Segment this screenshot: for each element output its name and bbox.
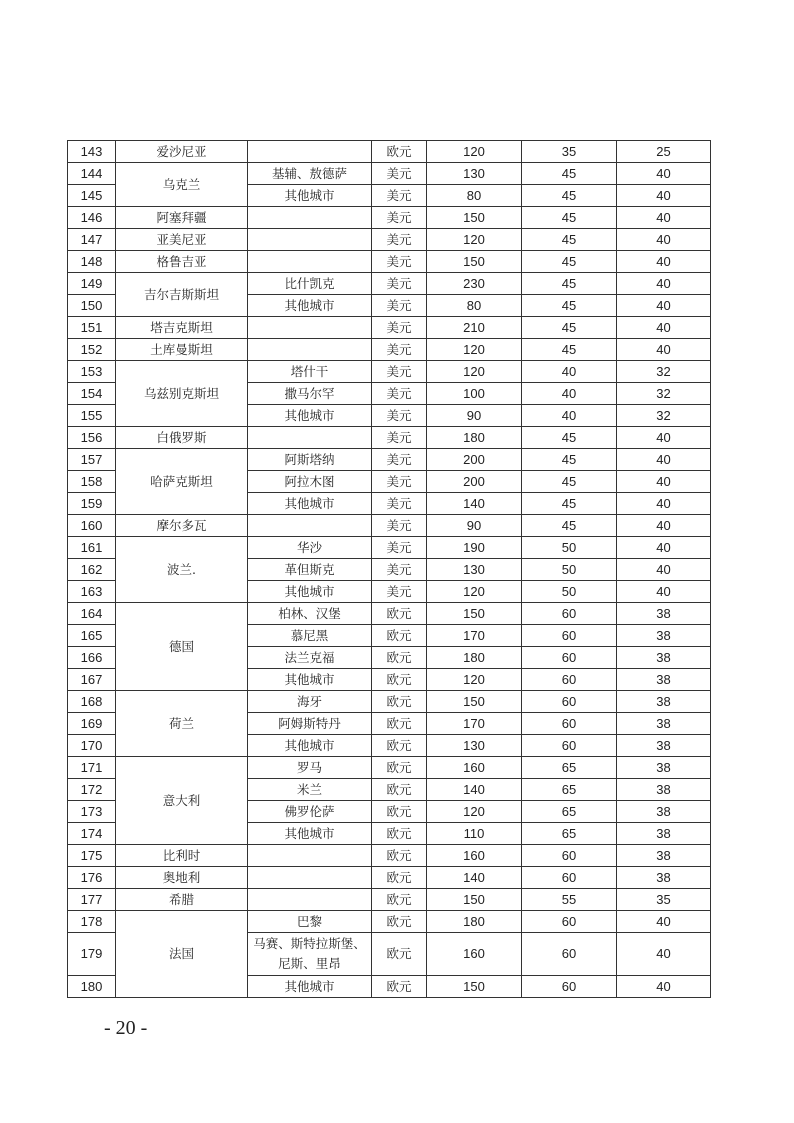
misc-cell: 40: [617, 339, 711, 361]
row-number-cell: 159: [68, 493, 116, 515]
city-cell: [248, 427, 372, 449]
accommodation-cell: 150: [427, 603, 522, 625]
row-number-cell: 150: [68, 295, 116, 317]
meal-cell: 35: [522, 141, 617, 163]
meal-cell: 40: [522, 383, 617, 405]
city-cell: 其他城市: [248, 581, 372, 603]
meal-cell: 60: [522, 976, 617, 998]
meal-cell: 45: [522, 229, 617, 251]
meal-cell: 45: [522, 515, 617, 537]
country-cell: 塔吉克斯坦: [116, 317, 248, 339]
meal-cell: 60: [522, 911, 617, 933]
accommodation-cell: 120: [427, 229, 522, 251]
city-cell: 罗马: [248, 757, 372, 779]
row-number-cell: 160: [68, 515, 116, 537]
table-row: [68, 537, 711, 559]
city-cell: [248, 207, 372, 229]
accommodation-cell: 120: [427, 801, 522, 823]
currency-cell: 欧元: [372, 976, 427, 998]
misc-cell: 38: [617, 713, 711, 735]
row-number-cell: 162: [68, 559, 116, 581]
meal-cell: 45: [522, 185, 617, 207]
currency-cell: 美元: [372, 449, 427, 471]
meal-cell: 50: [522, 559, 617, 581]
page-number: - 20 -: [104, 1017, 148, 1039]
city-cell: 革但斯克: [248, 559, 372, 581]
accommodation-cell: 210: [427, 317, 522, 339]
country-cell: 吉尔吉斯斯坦: [116, 273, 248, 317]
currency-cell: 欧元: [372, 889, 427, 911]
city-cell: 其他城市: [248, 405, 372, 427]
misc-cell: 40: [617, 471, 711, 493]
city-cell: 法兰克福: [248, 647, 372, 669]
misc-cell: 40: [617, 427, 711, 449]
meal-cell: 45: [522, 251, 617, 273]
currency-cell: 美元: [372, 537, 427, 559]
table-row: [68, 273, 711, 295]
meal-cell: 65: [522, 823, 617, 845]
misc-cell: 40: [617, 559, 711, 581]
country-cell: 波兰.: [116, 537, 248, 603]
accommodation-cell: 200: [427, 471, 522, 493]
city-cell: 华沙: [248, 537, 372, 559]
table-row: [68, 911, 711, 933]
row-number-cell: 152: [68, 339, 116, 361]
meal-cell: 60: [522, 735, 617, 757]
currency-cell: 美元: [372, 559, 427, 581]
city-cell: [248, 229, 372, 251]
misc-cell: 38: [617, 735, 711, 757]
city-cell: [248, 251, 372, 273]
meal-cell: 65: [522, 801, 617, 823]
city-cell: 慕尼黑: [248, 625, 372, 647]
currency-cell: 美元: [372, 251, 427, 273]
city-cell: 其他城市: [248, 735, 372, 757]
accommodation-cell: 190: [427, 537, 522, 559]
currency-cell: 欧元: [372, 603, 427, 625]
city-cell: 比什凯克: [248, 273, 372, 295]
row-number-cell: 144: [68, 163, 116, 185]
row-number-cell: 177: [68, 889, 116, 911]
row-number-cell: 143: [68, 141, 116, 163]
country-cell: 荷兰: [116, 691, 248, 757]
meal-cell: 60: [522, 845, 617, 867]
country-cell: 阿塞拜疆: [116, 207, 248, 229]
table-row: [68, 845, 711, 867]
city-cell: [248, 515, 372, 537]
city-cell: 其他城市: [248, 669, 372, 691]
currency-cell: 欧元: [372, 713, 427, 735]
row-number-cell: 148: [68, 251, 116, 273]
row-number-cell: 170: [68, 735, 116, 757]
misc-cell: 38: [617, 867, 711, 889]
table-row: [68, 317, 711, 339]
city-cell: [248, 317, 372, 339]
currency-cell: 美元: [372, 273, 427, 295]
country-cell: 德国: [116, 603, 248, 691]
row-number-cell: 172: [68, 779, 116, 801]
currency-cell: 美元: [372, 317, 427, 339]
accommodation-cell: 180: [427, 911, 522, 933]
currency-cell: 欧元: [372, 647, 427, 669]
meal-cell: 45: [522, 339, 617, 361]
accommodation-cell: 150: [427, 251, 522, 273]
accommodation-cell: 140: [427, 779, 522, 801]
table-row: [68, 229, 711, 251]
accommodation-cell: 200: [427, 449, 522, 471]
row-number-cell: 178: [68, 911, 116, 933]
currency-cell: 欧元: [372, 867, 427, 889]
accommodation-cell: 170: [427, 713, 522, 735]
currency-cell: 美元: [372, 581, 427, 603]
city-cell: [248, 141, 372, 163]
table-row: [68, 515, 711, 537]
currency-cell: 美元: [372, 361, 427, 383]
country-cell: 土库曼斯坦: [116, 339, 248, 361]
misc-cell: 40: [617, 295, 711, 317]
table-row: [68, 141, 711, 163]
country-cell: 希腊: [116, 889, 248, 911]
accommodation-cell: 130: [427, 559, 522, 581]
row-number-cell: 145: [68, 185, 116, 207]
meal-cell: 55: [522, 889, 617, 911]
meal-cell: 45: [522, 163, 617, 185]
currency-cell: 美元: [372, 229, 427, 251]
city-cell: 其他城市: [248, 295, 372, 317]
misc-cell: 40: [617, 163, 711, 185]
misc-cell: 40: [617, 207, 711, 229]
meal-cell: 60: [522, 691, 617, 713]
meal-cell: 50: [522, 581, 617, 603]
city-cell: 佛罗伦萨: [248, 801, 372, 823]
misc-cell: 40: [617, 251, 711, 273]
city-cell: 阿姆斯特丹: [248, 713, 372, 735]
meal-cell: 60: [522, 669, 617, 691]
misc-cell: 38: [617, 691, 711, 713]
city-cell: 巴黎: [248, 911, 372, 933]
table-row: [68, 339, 711, 361]
accommodation-cell: 160: [427, 933, 522, 976]
country-cell: 奥地利: [116, 867, 248, 889]
row-number-cell: 179: [68, 933, 116, 976]
city-cell: 其他城市: [248, 185, 372, 207]
currency-cell: 欧元: [372, 779, 427, 801]
misc-cell: 38: [617, 647, 711, 669]
city-cell: 塔什干: [248, 361, 372, 383]
misc-cell: 35: [617, 889, 711, 911]
accommodation-cell: 90: [427, 515, 522, 537]
row-number-cell: 149: [68, 273, 116, 295]
row-number-cell: 147: [68, 229, 116, 251]
accommodation-cell: 130: [427, 163, 522, 185]
row-number-cell: 171: [68, 757, 116, 779]
country-cell: 乌兹别克斯坦: [116, 361, 248, 427]
accommodation-cell: 110: [427, 823, 522, 845]
currency-cell: 欧元: [372, 691, 427, 713]
accommodation-cell: 180: [427, 427, 522, 449]
misc-cell: 40: [617, 537, 711, 559]
misc-cell: 40: [617, 317, 711, 339]
meal-cell: 50: [522, 537, 617, 559]
country-cell: 比利时: [116, 845, 248, 867]
misc-cell: 40: [617, 976, 711, 998]
meal-cell: 60: [522, 867, 617, 889]
meal-cell: 45: [522, 273, 617, 295]
accommodation-cell: 170: [427, 625, 522, 647]
city-cell: 其他城市: [248, 823, 372, 845]
currency-cell: 欧元: [372, 911, 427, 933]
row-number-cell: 169: [68, 713, 116, 735]
misc-cell: 38: [617, 603, 711, 625]
allowance-table: [67, 140, 711, 998]
table-row: [68, 757, 711, 779]
meal-cell: 45: [522, 207, 617, 229]
row-number-cell: 166: [68, 647, 116, 669]
misc-cell: 40: [617, 185, 711, 207]
row-number-cell: 180: [68, 976, 116, 998]
misc-cell: 38: [617, 757, 711, 779]
misc-cell: 38: [617, 845, 711, 867]
country-cell: 白俄罗斯: [116, 427, 248, 449]
currency-cell: 欧元: [372, 933, 427, 976]
accommodation-cell: 120: [427, 339, 522, 361]
misc-cell: 40: [617, 911, 711, 933]
table-row: [68, 691, 711, 713]
accommodation-cell: 180: [427, 647, 522, 669]
meal-cell: 40: [522, 405, 617, 427]
meal-cell: 65: [522, 757, 617, 779]
misc-cell: 38: [617, 801, 711, 823]
currency-cell: 美元: [372, 405, 427, 427]
misc-cell: 32: [617, 361, 711, 383]
accommodation-cell: 120: [427, 669, 522, 691]
row-number-cell: 163: [68, 581, 116, 603]
meal-cell: 45: [522, 295, 617, 317]
currency-cell: 美元: [372, 163, 427, 185]
row-number-cell: 151: [68, 317, 116, 339]
misc-cell: 40: [617, 493, 711, 515]
row-number-cell: 164: [68, 603, 116, 625]
accommodation-cell: 120: [427, 361, 522, 383]
city-cell: 柏林、汉堡: [248, 603, 372, 625]
currency-cell: 美元: [372, 493, 427, 515]
country-cell: 摩尔多瓦: [116, 515, 248, 537]
currency-cell: 美元: [372, 427, 427, 449]
city-cell: 其他城市: [248, 493, 372, 515]
misc-cell: 38: [617, 779, 711, 801]
meal-cell: 45: [522, 317, 617, 339]
table-row: [68, 867, 711, 889]
country-cell: 哈萨克斯坦: [116, 449, 248, 515]
table-row: [68, 889, 711, 911]
misc-cell: 40: [617, 273, 711, 295]
meal-cell: 60: [522, 933, 617, 976]
table-row: [68, 207, 711, 229]
meal-cell: 60: [522, 647, 617, 669]
currency-cell: 美元: [372, 207, 427, 229]
misc-cell: 38: [617, 823, 711, 845]
meal-cell: 45: [522, 471, 617, 493]
meal-cell: 45: [522, 493, 617, 515]
accommodation-cell: 100: [427, 383, 522, 405]
accommodation-cell: 80: [427, 185, 522, 207]
table-row: [68, 251, 711, 273]
accommodation-cell: 120: [427, 581, 522, 603]
row-number-cell: 167: [68, 669, 116, 691]
misc-cell: 40: [617, 933, 711, 976]
misc-cell: 40: [617, 581, 711, 603]
table-row: [68, 163, 711, 185]
accommodation-cell: 130: [427, 735, 522, 757]
currency-cell: 欧元: [372, 735, 427, 757]
meal-cell: 60: [522, 625, 617, 647]
country-cell: 法国: [116, 911, 248, 998]
accommodation-cell: 150: [427, 691, 522, 713]
city-cell: 米兰: [248, 779, 372, 801]
city-cell: 其他城市: [248, 976, 372, 998]
accommodation-cell: 90: [427, 405, 522, 427]
currency-cell: 欧元: [372, 823, 427, 845]
accommodation-cell: 80: [427, 295, 522, 317]
meal-cell: 45: [522, 427, 617, 449]
currency-cell: 欧元: [372, 801, 427, 823]
city-cell: [248, 889, 372, 911]
meal-cell: 60: [522, 713, 617, 735]
row-number-cell: 165: [68, 625, 116, 647]
accommodation-cell: 150: [427, 207, 522, 229]
country-cell: 格鲁吉亚: [116, 251, 248, 273]
misc-cell: 25: [617, 141, 711, 163]
country-cell: 乌克兰: [116, 163, 248, 207]
misc-cell: 32: [617, 383, 711, 405]
row-number-cell: 146: [68, 207, 116, 229]
row-number-cell: 176: [68, 867, 116, 889]
row-number-cell: 168: [68, 691, 116, 713]
meal-cell: 65: [522, 779, 617, 801]
city-cell: 基辅、敖德萨: [248, 163, 372, 185]
row-number-cell: 174: [68, 823, 116, 845]
accommodation-cell: 150: [427, 889, 522, 911]
currency-cell: 美元: [372, 515, 427, 537]
city-cell: 马赛、斯特拉斯堡、尼斯、里昂: [248, 933, 372, 976]
row-number-cell: 173: [68, 801, 116, 823]
table-row: [68, 361, 711, 383]
misc-cell: 32: [617, 405, 711, 427]
accommodation-cell: 230: [427, 273, 522, 295]
row-number-cell: 156: [68, 427, 116, 449]
currency-cell: 欧元: [372, 757, 427, 779]
accommodation-cell: 160: [427, 845, 522, 867]
misc-cell: 40: [617, 515, 711, 537]
city-cell: 海牙: [248, 691, 372, 713]
currency-cell: 欧元: [372, 845, 427, 867]
row-number-cell: 157: [68, 449, 116, 471]
meal-cell: 40: [522, 361, 617, 383]
currency-cell: 欧元: [372, 669, 427, 691]
currency-cell: 美元: [372, 295, 427, 317]
table-row: [68, 603, 711, 625]
row-number-cell: 154: [68, 383, 116, 405]
table-row: [68, 449, 711, 471]
city-cell: 撒马尔罕: [248, 383, 372, 405]
row-number-cell: 153: [68, 361, 116, 383]
row-number-cell: 161: [68, 537, 116, 559]
accommodation-cell: 150: [427, 976, 522, 998]
accommodation-cell: 140: [427, 493, 522, 515]
misc-cell: 38: [617, 625, 711, 647]
city-cell: 阿拉木图: [248, 471, 372, 493]
misc-cell: 40: [617, 229, 711, 251]
currency-cell: 美元: [372, 339, 427, 361]
accommodation-cell: 120: [427, 141, 522, 163]
currency-cell: 欧元: [372, 141, 427, 163]
accommodation-cell: 140: [427, 867, 522, 889]
row-number-cell: 158: [68, 471, 116, 493]
country-cell: 意大利: [116, 757, 248, 845]
row-number-cell: 175: [68, 845, 116, 867]
row-number-cell: 155: [68, 405, 116, 427]
city-cell: 阿斯塔纳: [248, 449, 372, 471]
country-cell: 爱沙尼亚: [116, 141, 248, 163]
currency-cell: 美元: [372, 383, 427, 405]
city-cell: [248, 845, 372, 867]
currency-cell: 欧元: [372, 625, 427, 647]
misc-cell: 38: [617, 669, 711, 691]
accommodation-cell: 160: [427, 757, 522, 779]
meal-cell: 60: [522, 603, 617, 625]
table-row: [68, 427, 711, 449]
city-cell: [248, 339, 372, 361]
meal-cell: 45: [522, 449, 617, 471]
misc-cell: 40: [617, 449, 711, 471]
currency-cell: 美元: [372, 471, 427, 493]
currency-cell: 美元: [372, 185, 427, 207]
city-cell: [248, 867, 372, 889]
country-cell: 亚美尼亚: [116, 229, 248, 251]
